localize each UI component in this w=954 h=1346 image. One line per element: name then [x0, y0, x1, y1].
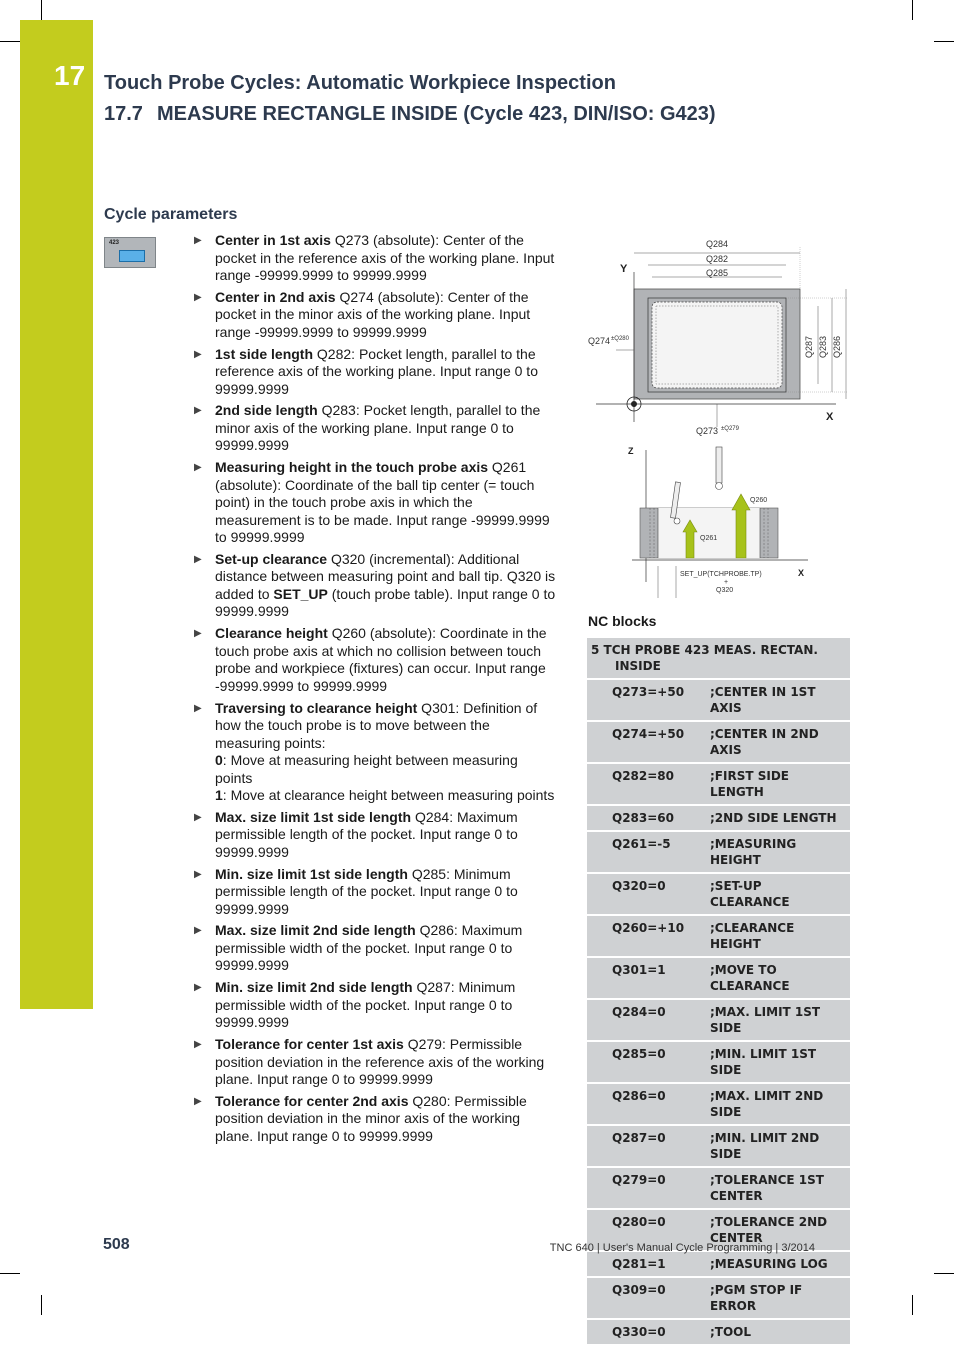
crop-mark	[912, 1295, 913, 1315]
nc-comment: ;MAX. LIMIT 1ST SIDE	[710, 1000, 850, 1040]
nc-code: Q284=0	[587, 1000, 710, 1040]
param-desc: Q279: Permissible position deviation in the reference axis of the working plane. Input range 0 to 99999.9999	[215, 1036, 545, 1088]
param-desc: Q280: Permissible position deviation in the minor axis of the working plane. Input range 0 to 99999.9999	[215, 1092, 527, 1144]
param-name: Tolerance for center 1st axis	[215, 1036, 404, 1053]
param-item	[194, 922, 556, 975]
section-number: 17.7	[104, 103, 143, 125]
param-item	[194, 459, 556, 547]
param-desc: (touch probe table). Input range 0 to 99999.9999	[215, 585, 556, 620]
param-desc: Q283: Pocket length, parallel to the minor axis of the working plane. Input range 0 to 99999.9999	[215, 402, 541, 454]
nc-header-cell	[587, 638, 850, 678]
chapter-number: 17	[54, 60, 86, 91]
nc-row	[587, 806, 850, 830]
nc-row	[587, 764, 850, 804]
option-desc: : Move at measuring height between measuring points	[215, 752, 518, 786]
param-item	[194, 1093, 556, 1146]
param-name: 2nd side length	[215, 402, 318, 419]
bullet-arrow-icon: ▶	[194, 462, 202, 474]
bullet-arrow-icon: ▶	[194, 925, 202, 937]
crop-mark	[912, 0, 913, 20]
label-q261: Q261	[700, 535, 718, 542]
bullet-arrow-icon: ▶	[194, 235, 202, 246]
footer-text: TNC 640 | User's Manual Cycle Programming | 3/2014	[549, 1242, 815, 1254]
nc-code: Q285=0	[587, 1042, 710, 1082]
nc-comment: ;MEASURING HEIGHT	[710, 832, 850, 872]
param-name: Traversing to clearance height	[215, 699, 418, 716]
bullet-arrow-icon: ▶	[194, 291, 202, 303]
nc-code: Q273=+50	[587, 680, 710, 720]
label-q286: Q286	[832, 335, 842, 358]
nc-head-line2: INSIDE	[615, 659, 661, 673]
param-desc: Q301: Definition of how the touch probe is to move between the measuring points:	[215, 699, 538, 751]
param-desc: Q282: Pocket length, parallel to the reference axis of the working plane. Input range 0 to 99999.9999	[215, 345, 538, 397]
nc-code: Q274=+50	[587, 722, 710, 762]
section-name: MEASURE RECTANGLE INSIDE (Cycle 423, DIN/ISO: G423)	[156, 103, 716, 125]
bullet-arrow-icon: ▶	[194, 405, 202, 417]
param-desc: Q287: Minimum permissible width of the pocket. Input range 0 to 99999.9999	[215, 979, 516, 1031]
param-name: Clearance height	[215, 625, 328, 642]
bullet-arrow-icon: ▶	[194, 702, 202, 714]
label-q284: Q284	[705, 239, 729, 249]
param-name: Max. size limit 1st side length	[215, 808, 412, 825]
nc-comment: ;2ND SIDE LENGTH	[710, 806, 850, 830]
label-setup: SET_UP(TCHPROBE.TP)	[680, 571, 762, 578]
param-item	[194, 625, 556, 695]
label-q285: Q285	[705, 268, 729, 278]
param-name: Min. size limit 1st side length	[215, 865, 408, 882]
param-item	[194, 809, 556, 862]
side-view-diagram	[628, 446, 808, 598]
nc-row	[587, 680, 850, 720]
nc-comment: ;TOLERANCE 2ND CENTER	[710, 1210, 850, 1250]
label-q320: Q320	[716, 587, 734, 594]
nc-comment: ;MOVE TO CLEARANCE	[710, 958, 850, 998]
nc-comment: ;CENTER IN 1ST AXIS	[710, 680, 850, 720]
nc-code: Q260=+10	[587, 916, 710, 956]
param-name: Center in 1st axis	[215, 232, 331, 248]
nc-row	[587, 832, 850, 872]
label-q274: Q274	[588, 336, 611, 346]
nc-code: Q279=0	[587, 1168, 710, 1208]
nc-code: Q330=0	[587, 1320, 710, 1344]
param-name: Min. size limit 2nd side length	[215, 979, 413, 996]
bullet-arrow-icon: ▶	[194, 348, 202, 360]
nc-row	[587, 874, 850, 914]
pocket-icon	[119, 250, 145, 262]
option-key: 0	[215, 752, 223, 769]
nc-code: Q281=1	[587, 1252, 710, 1276]
nc-row	[587, 1042, 850, 1082]
param-desc: Q286: Maximum permissible width of the pocket. Input range 0 to 99999.9999	[215, 922, 523, 974]
bullet-arrow-icon: ▶	[194, 868, 202, 880]
nc-row	[587, 1084, 850, 1124]
bullet-arrow-icon: ▶	[194, 628, 202, 640]
nc-row	[587, 1320, 850, 1344]
nc-row	[587, 1168, 850, 1208]
param-desc: Q274 (absolute): Center of the pocket in the minor axis of the working plane. Input range -99999.9999 to 99999.9999	[215, 288, 531, 340]
param-name: Set-up clearance	[215, 550, 328, 567]
param-item	[194, 402, 556, 455]
nc-row	[587, 1126, 850, 1166]
nc-row	[587, 958, 850, 998]
crop-mark	[0, 1273, 20, 1274]
label-axis-y: Y	[620, 263, 628, 275]
nc-comment: ;SET-UP CLEARANCE	[710, 874, 850, 914]
nc-comment: ;MEASURING LOG	[710, 1252, 850, 1276]
param-item	[194, 289, 556, 342]
param-desc: Q261 (absolute): Coordinate of the ball tip center (= touch point) in the touch probe axis in which the measurement is to be made. Input range -99999.9999 to 99999.9999	[215, 459, 550, 546]
label-q287: Q287	[804, 335, 814, 358]
nc-code: Q280=0	[587, 1210, 710, 1250]
nc-row	[587, 1252, 850, 1276]
param-desc: Q260 (absolute): Coordinate in the touch probe axis at which no collision between touch probe and workpiece (fixtures) can occur. Input range -99999.9999 to 99999.9999	[215, 625, 547, 694]
crop-mark	[0, 41, 20, 42]
bullet-arrow-icon: ▶	[194, 982, 202, 994]
nc-row	[587, 722, 850, 762]
nc-comment: ;PGM STOP IF ERROR	[710, 1278, 850, 1318]
nc-comment: ;MAX. LIMIT 2ND SIDE	[710, 1084, 850, 1124]
label-q283: Q283	[818, 335, 828, 358]
nc-comment: ;FIRST SIDE LENGTH	[710, 764, 850, 804]
nc-comment: ;CLEARANCE HEIGHT	[710, 916, 850, 956]
cycle-parameters-heading: Cycle parameters	[104, 206, 238, 223]
bullet-arrow-icon: ▶	[194, 553, 202, 565]
nc-code: Q309=0	[587, 1278, 710, 1318]
param-item	[194, 979, 556, 1032]
bullet-arrow-icon: ▶	[194, 1095, 202, 1107]
nc-code: Q283=60	[587, 806, 710, 830]
label-axis-x: X	[826, 411, 834, 423]
crop-mark	[934, 1273, 954, 1274]
param-item	[194, 346, 556, 399]
param-desc: Q285: Minimum permissible length of the pocket. Input range 0 to 99999.9999	[215, 865, 518, 917]
param-item	[194, 232, 556, 285]
param-name: Max. size limit 2nd side length	[215, 922, 416, 939]
nc-blocks-title: NC blocks	[588, 613, 657, 629]
nc-code: Q320=0	[587, 874, 710, 914]
nc-comment: ;MIN. LIMIT 2ND SIDE	[710, 1126, 850, 1166]
label-axis-z: Z	[628, 446, 634, 456]
nc-comment: ;CENTER IN 2ND AXIS	[710, 722, 850, 762]
nc-code: Q286=0	[587, 1084, 710, 1124]
crop-mark	[934, 41, 954, 42]
label-q279: ±Q279	[721, 426, 739, 432]
label-axis-x2: X	[798, 568, 805, 578]
bullet-arrow-icon: ▶	[194, 1039, 202, 1051]
param-name: Center in 2nd axis	[215, 288, 336, 305]
param-keyword: SET_UP	[273, 585, 328, 602]
option-desc: : Move at clearance height between measuring points	[222, 787, 555, 804]
nc-row	[587, 1000, 850, 1040]
nc-header-row	[587, 638, 850, 678]
section-title	[104, 103, 716, 126]
nc-comment: ;TOOL	[710, 1320, 850, 1344]
label-q273: Q273	[696, 426, 719, 436]
param-desc: Q284: Maximum permissible length of the pocket. Input range 0 to 99999.9999	[215, 808, 518, 860]
param-name: Tolerance for center 2nd axis	[215, 1092, 409, 1109]
chapter-title: Touch Probe Cycles: Automatic Workpiece Inspection	[104, 72, 616, 94]
nc-code: Q282=80	[587, 764, 710, 804]
top-view-diagram	[588, 239, 848, 436]
option-key: 1	[215, 787, 223, 804]
nc-code: Q301=1	[587, 958, 710, 998]
softkey-label: 423	[109, 240, 120, 246]
param-item	[194, 1036, 556, 1089]
crop-mark	[41, 0, 42, 20]
nc-comment: ;MIN. LIMIT 1ST SIDE	[710, 1042, 850, 1082]
parameter-list	[194, 232, 556, 1150]
nc-code: Q261=-5	[587, 832, 710, 872]
cycle-423-softkey	[104, 237, 156, 268]
crop-mark	[41, 1295, 42, 1315]
label-plus: +	[724, 579, 729, 586]
cycle-diagram	[586, 232, 856, 602]
nc-comment: ;TOLERANCE 1ST CENTER	[710, 1168, 850, 1208]
nc-blocks-table	[587, 636, 850, 1346]
label-q260: Q260	[750, 497, 768, 504]
param-item	[194, 551, 556, 621]
label-q280: ±Q280	[611, 336, 629, 342]
bullet-arrow-icon: ▶	[194, 811, 202, 823]
chapter-bar	[20, 20, 93, 1009]
param-name: 1st side length	[215, 345, 314, 362]
param-item	[194, 866, 556, 919]
param-desc: Q273 (absolute): Center of the pocket in the reference axis of the working plane. Input range -99999.9999 to 99999.9999	[215, 232, 555, 283]
param-item	[194, 700, 556, 805]
nc-row	[587, 916, 850, 956]
page-number: 508	[103, 1236, 130, 1253]
nc-code: Q287=0	[587, 1126, 710, 1166]
param-desc: Q320 (incremental): Additional distance between measuring point and ball tip. Q320 is added to	[215, 550, 556, 602]
nc-row	[587, 1278, 850, 1318]
param-name: Measuring height in the touch probe axis	[215, 459, 489, 476]
nc-head-line1: 5 TCH PROBE 423 MEAS. RECTAN.	[591, 643, 818, 657]
label-q282: Q282	[705, 254, 729, 264]
